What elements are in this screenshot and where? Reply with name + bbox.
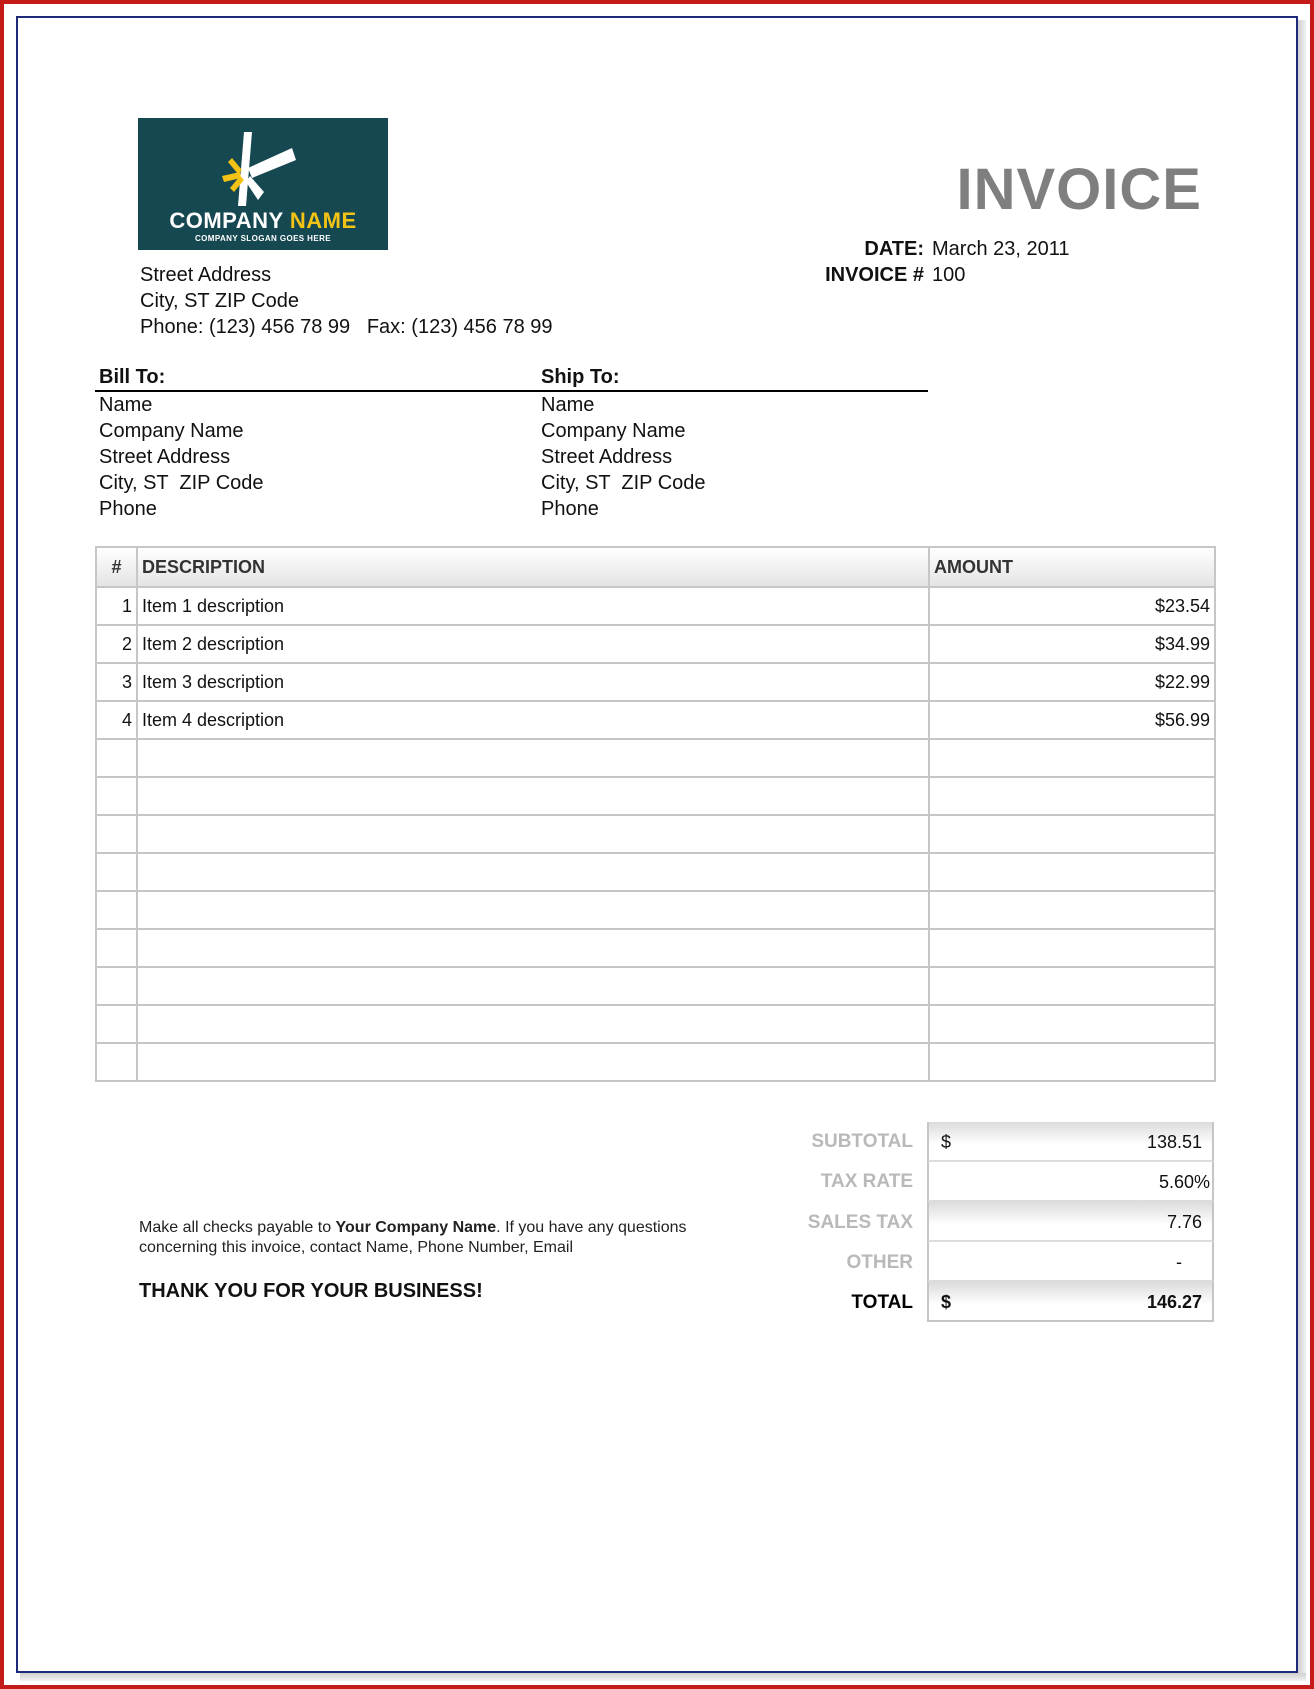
ship-to-street: Street Address [541, 446, 673, 468]
table-row [96, 967, 1215, 1005]
item-description [137, 929, 929, 967]
company-city: City, ST ZIP Code [140, 290, 299, 312]
payment-note [139, 1218, 739, 1258]
ship-to-block [541, 392, 706, 522]
payment-note-prefix: Make all checks payable to [139, 1219, 336, 1236]
item-amount: $22.99 [929, 663, 1215, 701]
bill-to-name: Name [99, 394, 153, 416]
invoice-title: INVOICE [956, 157, 1202, 222]
item-description [137, 1005, 929, 1043]
company-logo [138, 118, 388, 250]
other-value: - [1176, 1252, 1182, 1272]
item-description [137, 739, 929, 777]
sales-tax-value: 7.76 [1166, 1212, 1202, 1232]
ship-to-heading: Ship To: [541, 366, 620, 388]
item-number: 3 [96, 663, 137, 701]
item-description [137, 1043, 929, 1081]
date-label: DATE: [864, 238, 924, 260]
table-row [96, 701, 1215, 739]
total-currency: $ [941, 1292, 952, 1312]
table-row [96, 777, 1215, 815]
company-street: Street Address [140, 264, 272, 286]
subtotal-box [927, 1122, 1214, 1162]
item-number [96, 891, 137, 929]
sales-tax-label: SALES TAX [807, 1212, 913, 1233]
item-amount [929, 1043, 1215, 1081]
item-amount [929, 1005, 1215, 1043]
item-number: 4 [96, 701, 137, 739]
subtotal-currency: $ [941, 1132, 952, 1152]
items-table-header [96, 547, 1215, 587]
payment-note-suffix: . If you have any questions concerning this invoice, contact Name, Phone Number, Email [139, 1219, 687, 1256]
bill-to-company: Company Name [99, 420, 244, 442]
bill-to-city: City, ST ZIP Code [99, 472, 264, 494]
invoice-number-label: INVOICE # [825, 264, 924, 286]
header-number: # [96, 547, 137, 587]
item-number: 2 [96, 625, 137, 663]
item-description: Item 1 description [137, 587, 929, 625]
table-row [96, 1005, 1215, 1043]
invoice-number-value: 100 [932, 264, 966, 286]
table-row [96, 815, 1215, 853]
table-row [96, 587, 1215, 625]
ship-to-city: City, ST ZIP Code [541, 472, 706, 494]
logo-company-name: COMPANY NAME [169, 208, 357, 233]
item-description [137, 777, 929, 815]
page-shadow-right [1298, 20, 1306, 1677]
item-number [96, 1005, 137, 1043]
bill-to-street: Street Address [99, 446, 231, 468]
date-value: March 23, 2011 [932, 238, 1070, 260]
item-amount: $23.54 [929, 587, 1215, 625]
item-amount [929, 929, 1215, 967]
page-shadow-bottom [20, 1673, 1306, 1681]
item-amount [929, 739, 1215, 777]
total-label: TOTAL [851, 1292, 913, 1313]
item-number [96, 777, 137, 815]
item-amount [929, 777, 1215, 815]
thank-you-message: THANK YOU FOR YOUR BUSINESS! [139, 1280, 483, 1302]
item-amount [929, 967, 1215, 1005]
item-number [96, 929, 137, 967]
total-box [927, 1282, 1214, 1322]
table-row [96, 739, 1215, 777]
item-number [96, 815, 137, 853]
item-amount [929, 815, 1215, 853]
total-value: 146.27 [1146, 1292, 1202, 1312]
company-phone-fax: Phone: (123) 456 78 99 Fax: (123) 456 78 99 [140, 316, 553, 338]
sales-tax-box [927, 1202, 1214, 1242]
item-amount: $56.99 [929, 701, 1215, 739]
item-description: Item 4 description [137, 701, 929, 739]
bill-to-heading: Bill To: [99, 366, 166, 388]
item-description [137, 853, 929, 891]
table-row [96, 1043, 1215, 1081]
item-description [137, 815, 929, 853]
ship-to-company: Company Name [541, 420, 686, 442]
bill-to-phone: Phone [99, 498, 157, 520]
bill-to-block [99, 392, 264, 522]
other-label: OTHER [846, 1252, 913, 1273]
ship-to-phone: Phone [541, 498, 599, 520]
tax-rate-label: TAX RATE [820, 1171, 913, 1192]
items-table [95, 546, 1216, 1082]
header-amount: AMOUNT [929, 547, 1215, 587]
item-number: 1 [96, 587, 137, 625]
item-description [137, 967, 929, 1005]
item-amount: $34.99 [929, 625, 1215, 663]
table-row [96, 929, 1215, 967]
payment-note-company: Your Company Name [335, 1219, 497, 1236]
item-description: Item 2 description [137, 625, 929, 663]
tax-rate-value: 5.60% [1158, 1172, 1210, 1192]
header-description: DESCRIPTION [137, 547, 929, 587]
item-amount [929, 891, 1215, 929]
item-number [96, 739, 137, 777]
table-row [96, 891, 1215, 929]
item-number [96, 853, 137, 891]
table-row [96, 663, 1215, 701]
item-number [96, 1043, 137, 1081]
table-row [96, 853, 1215, 891]
subtotal-label: SUBTOTAL [811, 1131, 913, 1152]
logo-slogan: COMPANY SLOGAN GOES HERE [195, 234, 331, 243]
other-box [927, 1242, 1214, 1282]
item-description: Item 3 description [137, 663, 929, 701]
subtotal-value: 138.51 [1146, 1132, 1202, 1152]
item-number [96, 967, 137, 1005]
ship-to-name: Name [541, 394, 595, 416]
table-row [96, 625, 1215, 663]
item-amount [929, 853, 1215, 891]
tax-rate-box [927, 1162, 1214, 1202]
item-description [137, 891, 929, 929]
logo-mark-icon [214, 126, 314, 208]
